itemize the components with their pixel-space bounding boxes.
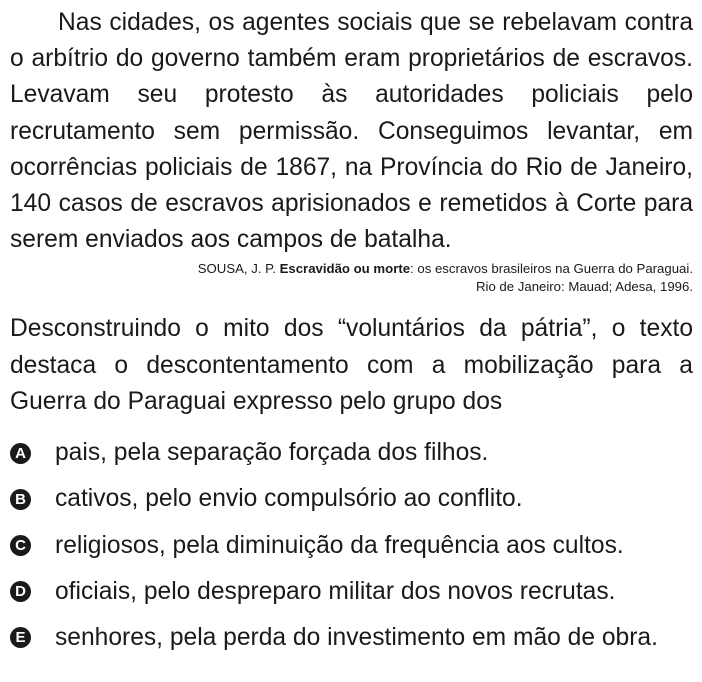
- citation-subtitle: : os escravos brasileiros na Guerra do Paraguai.: [410, 261, 693, 277]
- option-e-text: senhores, pela perda do investimento em mão de obra.: [55, 623, 658, 651]
- question-page: [10, 0, 693, 661]
- option-e-letter-badge: E: [10, 627, 31, 648]
- citation-publisher: Rio de Janeiro: Mauad; Adesa, 1996.: [475, 278, 693, 294]
- source-passage: Nas cidades, os agentes sociais que se rebelavam contra o arbítrio do governo também eram proprietários de escravos. Levavam seu protesto às autoridades policiais pelo recrutamento sem permissão. Conseguimos levantar, em ocorrências policiais de 1867, na Província do Rio de Janeiro, 140 casos de escravos aprisionados e remetidos à Corte para serem enviados aos campos de batalha.: [10, 9, 693, 254]
- answer-options: [10, 430, 693, 661]
- citation-title: Escravidão ou morte: [279, 261, 411, 277]
- option-a-letter-badge: A: [10, 443, 31, 464]
- option-a-text: pais, pela separação forçada dos filhos.: [55, 439, 489, 467]
- option-b-text: cativos, pelo envio compulsório ao conflito.: [55, 485, 523, 513]
- citation: [10, 260, 693, 295]
- option-d-text: oficiais, pelo despreparo militar dos novos recrutas.: [55, 577, 616, 605]
- option-d[interactable]: [10, 569, 693, 615]
- question-stem: Desconstruindo o mito dos “voluntários da pátria”, o texto destaca o descontentamento com a mobilização para a Guerra do Paraguai expresso pelo grupo dos: [10, 315, 693, 415]
- option-e[interactable]: [10, 615, 693, 661]
- option-c-letter-badge: C: [10, 535, 31, 556]
- option-c-text: religiosos, pela diminuição da frequência aos cultos.: [55, 531, 624, 559]
- option-c[interactable]: [10, 522, 693, 568]
- option-a[interactable]: [10, 430, 693, 476]
- citation-line-1: [10, 260, 693, 278]
- option-b[interactable]: [10, 476, 693, 522]
- option-d-letter-badge: D: [10, 581, 31, 602]
- citation-author: SOUSA, J. P.: [197, 261, 280, 277]
- option-b-letter-badge: B: [10, 489, 31, 510]
